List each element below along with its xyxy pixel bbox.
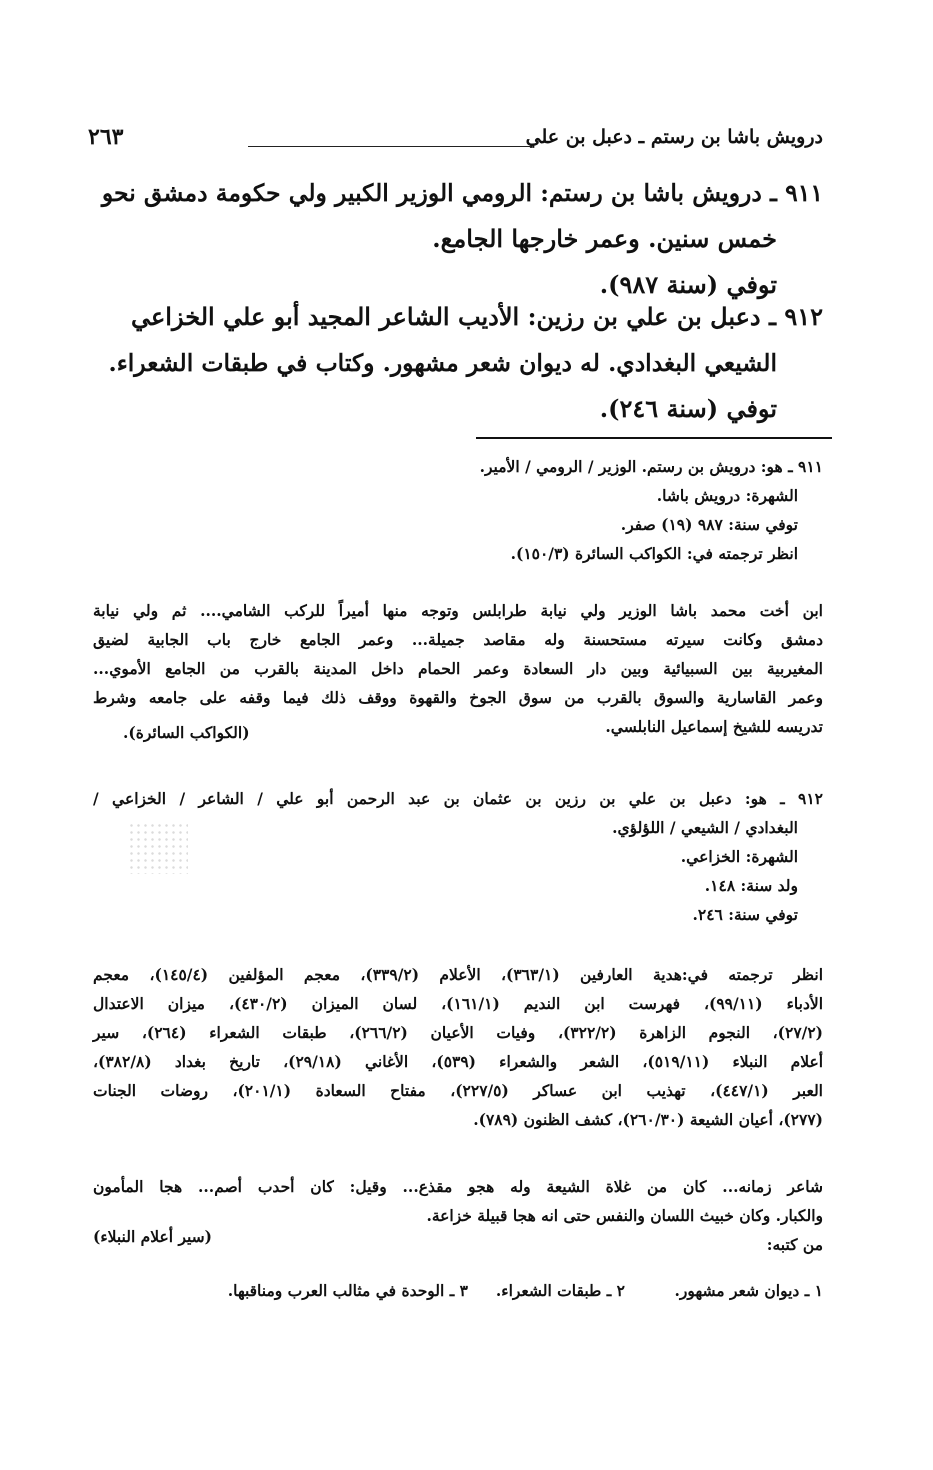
footnote-line: ولد سنة: ١٤٨. <box>704 876 798 895</box>
running-title: درويش باشا بن رستم ـ دعبل بن علي <box>525 126 823 148</box>
entry-line: خمس سنين. وعمر خارجها الجامع. <box>432 224 777 253</box>
books-list <box>93 1281 823 1313</box>
footnote-911-paragraph <box>93 596 823 741</box>
scan-smudge <box>128 822 188 874</box>
footnote-line: توفي سنة: ٢٤٦. <box>692 905 798 924</box>
footnote-912-bio <box>93 1172 823 1259</box>
reference-line: انظر ترجمته في:هدية العارفين (٣٦٣/١)، الأعلام (٣٣٩/٢)، معجم المؤلفين (١٤٥/٤)، معجم <box>93 965 823 984</box>
paragraph-line: دمشق وكانت سيرته مستحسنة وله مقاصد جميلة... وعمر الجامع خارج باب الجابية لضيق <box>93 630 823 649</box>
entry-line: ٩١٢ ـ دعبل بن علي بن رزين: الأديب الشاعر المجيد أبو علي الخزاعي <box>130 302 823 331</box>
book-item: ١ ـ ديوان شعر مشهور. <box>674 1281 823 1300</box>
running-header <box>88 124 823 158</box>
entry-line: الشيعي البغدادي. له ديوان شعر مشهور. وكتاب في طبقات الشعراء. <box>108 349 777 377</box>
page-number: ٢٦٣ <box>88 124 124 150</box>
source-citation: (الكواكب السائرة). <box>123 723 250 742</box>
paragraph-line: وعمر القاسارية والسوق بالقرب من سوق الجوخ والقهوة ووقف ذلك فيما وقفه على جامعه وشرط <box>93 688 823 707</box>
bio-line: شاعر زمانه... كان من غلاة الشيعة وله هجو مقذع... وقيل: كان أحدب أصم... هجا المأمون <box>93 1177 823 1196</box>
paragraph-line: ابن أخت محمد باشا الوزير ولي نيابة طرابلس وتوجه منها أميراً للركب الشامي.... ثم ولي نيابة <box>93 601 823 620</box>
entry-line: توفي (سنة ٩٨٧). <box>599 270 777 299</box>
header-rule <box>248 146 531 147</box>
entry-line: ٩١١ ـ درويش باشا بن رستم: الرومي الوزير الكبير ولي حكومة دمشق نحو <box>101 179 823 207</box>
footnote-line: الشهرة: الخزاعي. <box>680 847 798 866</box>
book-item: ٣ ـ الوحدة في مثالب العرب ومناقبها. <box>227 1281 468 1300</box>
footnote-line: الشهرة: درويش باشا. <box>656 486 798 505</box>
footnote-line: ٩١١ ـ هو: درويش بن رستم. الوزير / الرومي / الأمير. <box>479 457 823 476</box>
reference-line: العبر (٤٤٧/١)، تهذيب ابن عساكر (٢٢٧/٥)، مفتاح السعادة (٢٠١/١)، روضات الجنات <box>93 1081 823 1100</box>
books-label: من كتبه: <box>766 1235 823 1254</box>
footnote-separator <box>476 437 832 439</box>
footnote-line: انظر ترجمته في: الكواكب السائرة (١٥٠/٣). <box>510 544 798 563</box>
footnote-line: ٩١٢ ـ هو: دعبل بن علي بن رزين بن عثمان بن عبد الرحمن أبو علي / الشاعر / الخزاعي / <box>93 789 823 808</box>
reference-line: (٢٧/٢)، النجوم الزاهرة (٣٢٢/٢)، وفيات الأعيان (٢٦٦/٢)، طبقات الشعراء (٢٦٤)، سير <box>93 1023 823 1042</box>
footnote-line: البغدادي / الشيعي / اللؤلؤي. <box>612 818 798 837</box>
book-item: ٢ ـ طبقات الشعراء. <box>495 1281 625 1300</box>
footnote-911 <box>93 452 823 568</box>
reference-line: الأدباء (٩٩/١١)، فهرست ابن النديم (١٦١/١)، لسان الميزان (٤٣٠/٢)، ميزان الاعتدال <box>93 994 823 1013</box>
entry-912 <box>95 294 823 432</box>
bio-line: والكبار. وكان خبيث اللسان والنفس حتى انه هجا قبيلة خزاعة. <box>426 1206 823 1225</box>
footnote-line: توفي سنة: ٩٨٧ (١٩) صفر. <box>620 515 798 534</box>
paragraph-line: المغيربية بين السبيائية وبين دار السعادة وعمر الحمام داخل المدينة بالقرب من الجامع الأموي... <box>93 659 823 678</box>
footnote-912-references <box>93 960 823 1134</box>
reference-line: أعلام النبلاء (٥١٩/١١)، الشعر والشعراء (٥٣٩)، الأغاني (٢٩/١٨)، تاريخ بغداد (٣٨٢/٨)، <box>93 1052 824 1071</box>
source-citation: (سير أعلام النبلاء) <box>93 1227 212 1246</box>
footnote-912 <box>93 784 823 929</box>
reference-line: (٢٧٧)، أعيان الشيعة (٢٦٠/٣٠)، كشف الظنون (٧٨٩). <box>473 1110 823 1129</box>
entry-line: توفي (سنة ٢٤٦). <box>599 394 777 423</box>
entry-911 <box>95 170 823 308</box>
paragraph-line: تدريسه للشيخ إسماعيل النابلسي. <box>605 717 823 736</box>
